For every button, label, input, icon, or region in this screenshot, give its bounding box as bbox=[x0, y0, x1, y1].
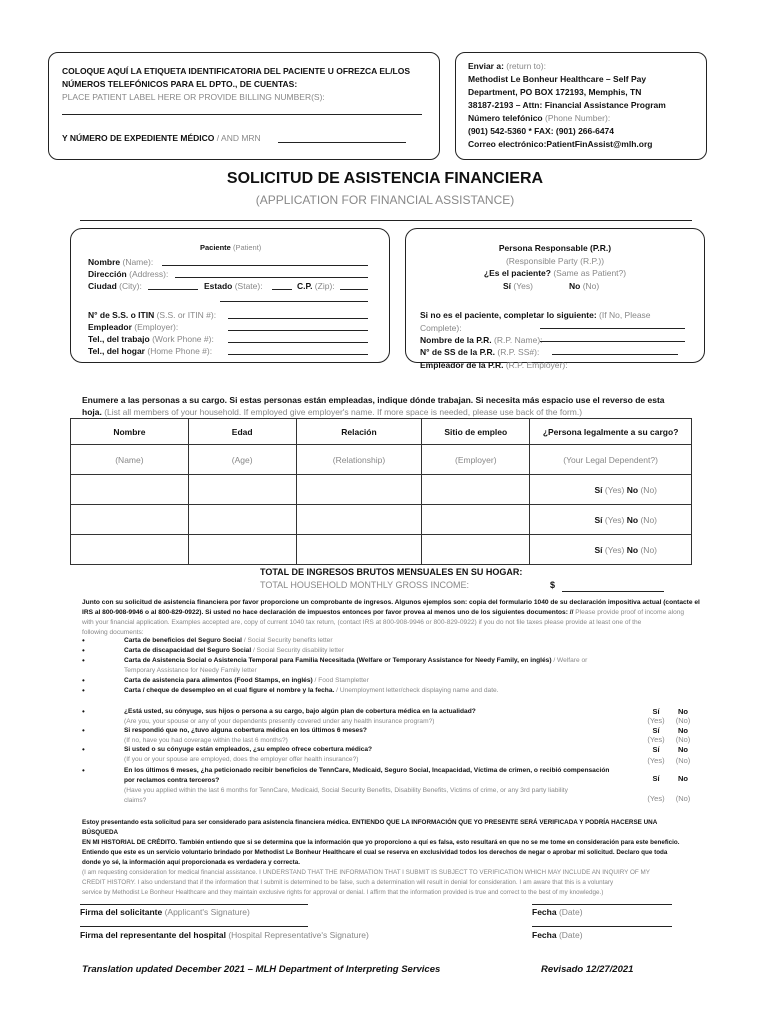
rp-name-field[interactable] bbox=[540, 341, 685, 342]
patient-address-field[interactable] bbox=[175, 277, 368, 278]
label-line-2: NÚMEROS TELEFÓNICOS PARA EL DPTO., DE CUENTAS: bbox=[62, 79, 298, 89]
income-field[interactable] bbox=[562, 591, 664, 592]
page-subtitle: (APPLICATION FOR FINANCIAL ASSISTANCE) bbox=[255, 193, 515, 207]
q4-no-en[interactable]: (No) bbox=[675, 794, 691, 803]
patient-zip-field[interactable] bbox=[340, 289, 368, 290]
table-row bbox=[71, 475, 692, 505]
rp-if-not: Si no es el paciente, completar lo siguiente: (If No, Please bbox=[420, 310, 651, 320]
rp-header-en: (Responsible Party (R.P.)) bbox=[505, 256, 605, 266]
billing-number-line[interactable] bbox=[62, 114, 422, 115]
q4-yes-en[interactable]: (Yes) bbox=[647, 794, 665, 803]
rp-header: Persona Responsable (P.R.) bbox=[498, 243, 612, 253]
table-cell[interactable] bbox=[422, 535, 530, 565]
bullet: • bbox=[82, 707, 85, 716]
bullet: • bbox=[82, 636, 85, 645]
bullet: • bbox=[82, 686, 85, 695]
rp-same-as-patient: ¿Es el paciente? (Same as Patient?) bbox=[483, 268, 627, 278]
rp-name-label: Nombre de la P.R. (R.P. Name): bbox=[420, 335, 543, 345]
q4-si[interactable]: Sí bbox=[652, 774, 660, 783]
applicant-date-line[interactable] bbox=[532, 904, 672, 905]
table-cell[interactable] bbox=[71, 505, 189, 535]
col-age: Edad bbox=[188, 419, 296, 445]
question-4: En los últimos 6 meses, ¿ha peticionado recibir beneficios de TennCare, Medicaid, Seguro Social, Incapacidad, Víctima de crimen, o recibió compensación por reclamos contra terceros? (Have you applied within the last 6 months for TennCare, Medicaid, Social Security Benefits, Disability Benefits, Victims of crime, or any 3rd party liability claims? bbox=[124, 767, 610, 804]
table-cell[interactable] bbox=[296, 505, 422, 535]
label-line-3: PLACE PATIENT LABEL HERE OR PROVIDE BILLING NUMBER(S): bbox=[62, 92, 325, 102]
q1-yes-en[interactable]: (Yes) bbox=[647, 716, 665, 725]
table-row bbox=[71, 535, 692, 565]
q1-no[interactable]: No bbox=[678, 707, 688, 716]
q4-no[interactable]: No bbox=[678, 774, 688, 783]
q2-no-en[interactable]: (No) bbox=[675, 735, 691, 744]
question-3: Si usted o su cónyuge están empleados, ¿su empleo ofrece cobertura médica? (If you or your spouse are employed, does the employer offer health insurance?) bbox=[124, 746, 373, 763]
q3-no-en[interactable]: (No) bbox=[675, 756, 691, 765]
bullet: • bbox=[82, 745, 85, 754]
q3-no[interactable]: No bbox=[678, 745, 688, 754]
q1-si[interactable]: Sí bbox=[652, 707, 660, 716]
table-cell[interactable] bbox=[188, 535, 296, 565]
dependent-yes-no[interactable]: Sí (Yes) No (No) bbox=[530, 505, 692, 535]
patient-employer-label: Empleador (Employer): bbox=[88, 322, 179, 332]
col-age-en: (Age) bbox=[188, 445, 296, 475]
table-cell[interactable] bbox=[188, 505, 296, 535]
rep-date-label: Fecha (Date) bbox=[532, 930, 583, 940]
table-cell[interactable] bbox=[296, 535, 422, 565]
q2-no[interactable]: No bbox=[678, 726, 688, 735]
footer-revision: Revisado 12/27/2021 bbox=[541, 964, 634, 975]
rp-complete-line[interactable] bbox=[540, 328, 685, 329]
income-dollar: $ bbox=[550, 580, 556, 590]
proof-item-4: Carta de asistencia para alimentos (Food Stamps, en inglés) / Food Stampletter bbox=[124, 677, 369, 684]
patient-employer-field[interactable] bbox=[228, 330, 368, 331]
q2-yes-en[interactable]: (Yes) bbox=[647, 735, 665, 744]
rep-signature-label: Firma del representante del hospital (Hospital Representative's Signature) bbox=[80, 930, 369, 940]
patient-city-field[interactable] bbox=[148, 289, 198, 290]
patient-name-label: Nombre (Name): bbox=[88, 257, 154, 267]
proof-item-2: Carta de discapacidad del Seguro Social / Social Security disability letter bbox=[124, 647, 344, 654]
dependent-yes-no[interactable]: Sí (Yes) No (No) bbox=[530, 535, 692, 565]
attestation-paragraph: Estoy presentando esta solicitud para ser considerado para asistencia financiera médica. ENTIENDO QUE LA INFORMACIÓN QUE YO PRESENTE SERÁ VERIFICADA Y PODRÍA HACERSE UNA BÚSQUEDA EN MI HISTORIAL DE CRÉDITO. También entiendo que si se determina que la información que yo proporciono a quí es falsa, esto resultará en que no se me tome en consideración para este beneficio. Entiendo que este es un servicio voluntario brindado por Methodist Le Bonheur Healthcare el cual se reserva en exclusividad todos los derechos de negar o aprobar mi solicitud. Declaro que toda donde yo sé, la información aquí proporcionada es verdadera y correcta. (I am requesting consideration for medical financial assistance. I UNDERSTAND THAT THE INFORMATION THAT I SUBMIT IS SUBJECT TO VERIFICATION WHICH MAY INCLUDE AN INQUIRY OF MY CREDIT HISTORY. I also understand that if the information that I submit is determined to be false, such a determination will result in denial for consideration. I am aware that this is a voluntary service by Methodist Le Bonheur Healthcare and they maintain exclusive rights for approval or denial. I affirm that the information provided is true and correct to the best of my knowledge.) bbox=[82, 819, 680, 896]
patient-city-label: Ciudad (City): bbox=[88, 281, 142, 291]
table-cell[interactable] bbox=[188, 475, 296, 505]
patient-home-phone-label: Tel., del hogar (Home Phone #): bbox=[88, 346, 213, 356]
mrn-line[interactable] bbox=[278, 142, 406, 143]
proof-item-5: Carta / cheque de desempleo en el cual figure el nombre y la fecha. / Unemployment letter/check displaying name and date. bbox=[124, 687, 499, 694]
applicant-signature-line[interactable] bbox=[80, 904, 308, 905]
patient-address-label: Dirección (Address): bbox=[88, 269, 169, 279]
bullet: • bbox=[82, 766, 85, 775]
dependent-yes-no[interactable]: Sí (Yes) No (No) bbox=[530, 475, 692, 505]
income-label-es: TOTAL DE INGRESOS BRUTOS MENSUALES EN SU HOGAR: bbox=[260, 567, 523, 577]
question-1: ¿Está usted, su cónyuge, sus hijos o persona a su cargo, bajo algún plan de cobertura médica en la actualidad? (Are you, your spouse or any of your dependents presently covered under any health insurance program?) bbox=[124, 708, 476, 725]
label-line-1: COLOQUE AQUÍ LA ETIQUETA IDENTIFICATORIA DEL PACIENTE U OFREZCA EL/LOS bbox=[62, 66, 411, 76]
mrn-label: Y NÚMERO DE EXPEDIENTE MÉDICO / AND MRN bbox=[62, 133, 261, 143]
household-table bbox=[70, 418, 692, 565]
patient-state-label: Estado (State): bbox=[204, 281, 263, 291]
patient-ssn-field[interactable] bbox=[228, 318, 368, 319]
q2-si[interactable]: Sí bbox=[652, 726, 660, 735]
proof-item-3: Carta de Asistencia Social o Asistencia Temporal para Familia Necesitada (Welfare or Temporary Assistance for Needy Family, en inglés) / Welfare or bbox=[124, 657, 588, 664]
title-rule bbox=[80, 220, 692, 221]
patient-name-field[interactable] bbox=[162, 265, 368, 266]
col-name: Nombre bbox=[71, 419, 189, 445]
patient-work-phone-field[interactable] bbox=[228, 342, 368, 343]
table-cell[interactable] bbox=[71, 535, 189, 565]
patient-header: Paciente (Patient) bbox=[200, 243, 262, 252]
patient-extra-line[interactable] bbox=[220, 301, 368, 302]
col-dependent: ¿Persona legalmente a su cargo? bbox=[530, 419, 692, 445]
col-dependent-en: (Your Legal Dependent?) bbox=[530, 445, 692, 475]
page-title: SOLICITUD DE ASISTENCIA FINANCIERA bbox=[226, 170, 544, 187]
rep-signature-line[interactable] bbox=[80, 926, 308, 927]
patient-ssn-label: N° de S.S. o ITIN (S.S. or ITIN #): bbox=[88, 310, 217, 320]
proof-paragraph: Junto con su solicitud de asistencia financiera por favor proporcione un comprobante de ingresos. Algunos ejemplos son: copia del formulario 1040 de su declaración impositiva actual (contacte el IRS al 800-908-9946 o al 800-829-0922). Si usted no hace declaración de impuestos entonces por favor provea al menos uno de los siguientes documentos: // Please provide proof of income along with your financial application. Examples accepted are, copy of current 1040 tax return, (contact IRS at 800-908-9946 or 800-829-0922) if you do not file taxes please provide at least one of the following documents: bbox=[82, 599, 700, 636]
col-relationship-en: (Relationship) bbox=[296, 445, 422, 475]
table-cell[interactable] bbox=[71, 475, 189, 505]
rp-ss-field[interactable] bbox=[552, 354, 678, 355]
patient-state-field[interactable] bbox=[272, 289, 292, 290]
bullet: • bbox=[82, 726, 85, 735]
col-name-en: (Name) bbox=[71, 445, 189, 475]
col-relationship: Relación bbox=[296, 419, 422, 445]
applicant-date-label: Fecha (Date) bbox=[532, 907, 583, 917]
patient-zip-label: C.P. (Zip): bbox=[297, 281, 335, 291]
table-cell[interactable] bbox=[422, 505, 530, 535]
table-cell[interactable] bbox=[422, 475, 530, 505]
applicant-signature-label: Firma del solicitante (Applicant's Signature) bbox=[80, 907, 250, 917]
q1-no-en[interactable]: (No) bbox=[675, 716, 691, 725]
send-to-block: Enviar a: (return to): Methodist Le Bonheur Healthcare – Self Pay Department, PO BOX 172193, Memphis, TN 38187-2193 – Attn: Financial Assistance Program Número telefónico (Phone Number): (901) 542-5360 * FAX: (901) 266-6474 Correo electrónico:PatientFinAssist@mlh.org bbox=[468, 61, 666, 149]
rp-employer-label: Empleador de la P.R. (R.P. Employer): bbox=[420, 360, 568, 370]
q3-si[interactable]: Sí bbox=[652, 745, 660, 754]
bullet: • bbox=[82, 676, 85, 685]
patient-work-phone-label: Tel., del trabajo (Work Phone #): bbox=[88, 334, 214, 344]
table-cell[interactable] bbox=[296, 475, 422, 505]
col-employer: Sitio de empleo bbox=[422, 419, 530, 445]
income-label-en: TOTAL HOUSEHOLD MONTHLY GROSS INCOME: bbox=[260, 580, 470, 590]
household-intro: Enumere a las personas a su cargo. Si estas personas están empleadas, indique dónde trabajan. Si necesita más espacio use el reverso de esta hoja. (List all members of your household. If employed give employer's name. If more space is needed, please use back of the form.) bbox=[82, 395, 665, 417]
rp-complete: Complete): bbox=[420, 323, 462, 333]
rp-yes-option[interactable]: Sí (Yes) bbox=[503, 281, 533, 291]
proof-item-1: Carta de beneficios del Seguro Social / Social Security benefits letter bbox=[124, 637, 333, 644]
footer-translation-note: Translation updated December 2021 – MLH Department of Interpreting Services bbox=[82, 964, 441, 975]
rp-no-option[interactable]: No (No) bbox=[569, 281, 600, 291]
bullet: • bbox=[82, 656, 85, 665]
proof-item-3-cont: Temporary Assistance for Needy Family letter bbox=[124, 667, 257, 674]
col-employer-en: (Employer) bbox=[422, 445, 530, 475]
q3-yes-en[interactable]: (Yes) bbox=[647, 756, 665, 765]
bullet: • bbox=[82, 646, 85, 655]
rep-date-line[interactable] bbox=[532, 926, 672, 927]
question-2: Si respondió que no, ¿tuvo alguna cobertura médica en los últimos 6 meses? (If no, have you had coverage within the last 6 months?) bbox=[124, 727, 367, 744]
table-row bbox=[71, 505, 692, 535]
patient-home-phone-field[interactable] bbox=[228, 354, 368, 355]
rp-ss-label: N° de SS de la P.R. (R.P. SS#): bbox=[420, 347, 540, 357]
